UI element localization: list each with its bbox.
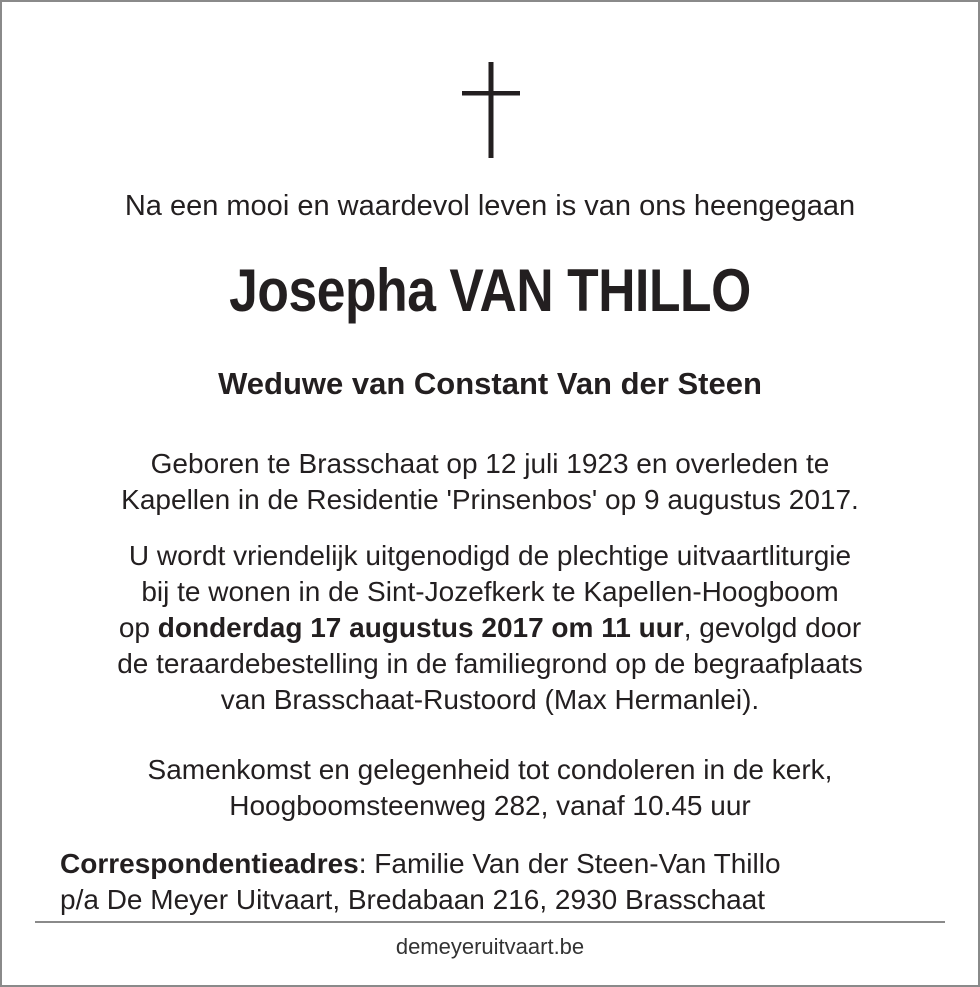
- correspondence-address: [60, 846, 781, 918]
- invitation-line-5: van Brasschaat-Rustoord (Max Hermanlei).: [220, 684, 760, 715]
- gathering-paragraph: [0, 752, 980, 824]
- invitation-paragraph: [0, 538, 980, 718]
- death-line: Kapellen in de Residentie 'Prinsenbos' op 9 augustus 2017.: [121, 484, 859, 515]
- invitation-line-4: de teraardebestelling in de familiegrond op de begraafplaats: [117, 648, 863, 679]
- invitation-line-1: U wordt vriendelijk uitgenodigd de plechtige uitvaartliturgie: [128, 540, 852, 571]
- invitation-op: op: [118, 612, 158, 643]
- correspondence-line-2: p/a De Meyer Uitvaart, Bredabaan 216, 2930 Brasschaat: [60, 884, 766, 915]
- correspondence-line-1: [60, 846, 781, 882]
- gathering-line-1: Samenkomst en gelegenheid tot condoleren in de kerk,: [147, 754, 833, 785]
- invitation-line-3: [0, 610, 980, 646]
- correspondence-family: : Familie Van der Steen-Van Thillo: [358, 848, 781, 879]
- birth-line: Geboren te Brasschaat op 12 juli 1923 en overleden te: [150, 448, 830, 479]
- invitation-followed: , gevolgd door: [683, 612, 862, 643]
- intro-text: Na een mooi en waardevol leven is van ons heengegaan: [124, 190, 856, 222]
- website-text: demeyeruitvaart.be: [395, 934, 585, 959]
- deceased-name: Josepha VAN THILLO: [229, 257, 751, 324]
- cross-icon: [461, 62, 521, 158]
- invitation-line-2: bij te wonen in de Sint-Jozefkerk te Kapellen-Hoogboom: [141, 576, 839, 607]
- funeral-date-time: donderdag 17 augustus 2017 om 11 uur: [157, 612, 684, 643]
- gathering-line-2: Hoogboomsteenweg 282, vanaf 10.45 uur: [229, 790, 751, 821]
- correspondence-label: Correspondentieadres: [60, 848, 359, 879]
- widow-of-text: Weduwe van Constant Van der Steen: [218, 366, 762, 401]
- footer-divider: [35, 921, 945, 923]
- birth-death-paragraph: [0, 446, 980, 518]
